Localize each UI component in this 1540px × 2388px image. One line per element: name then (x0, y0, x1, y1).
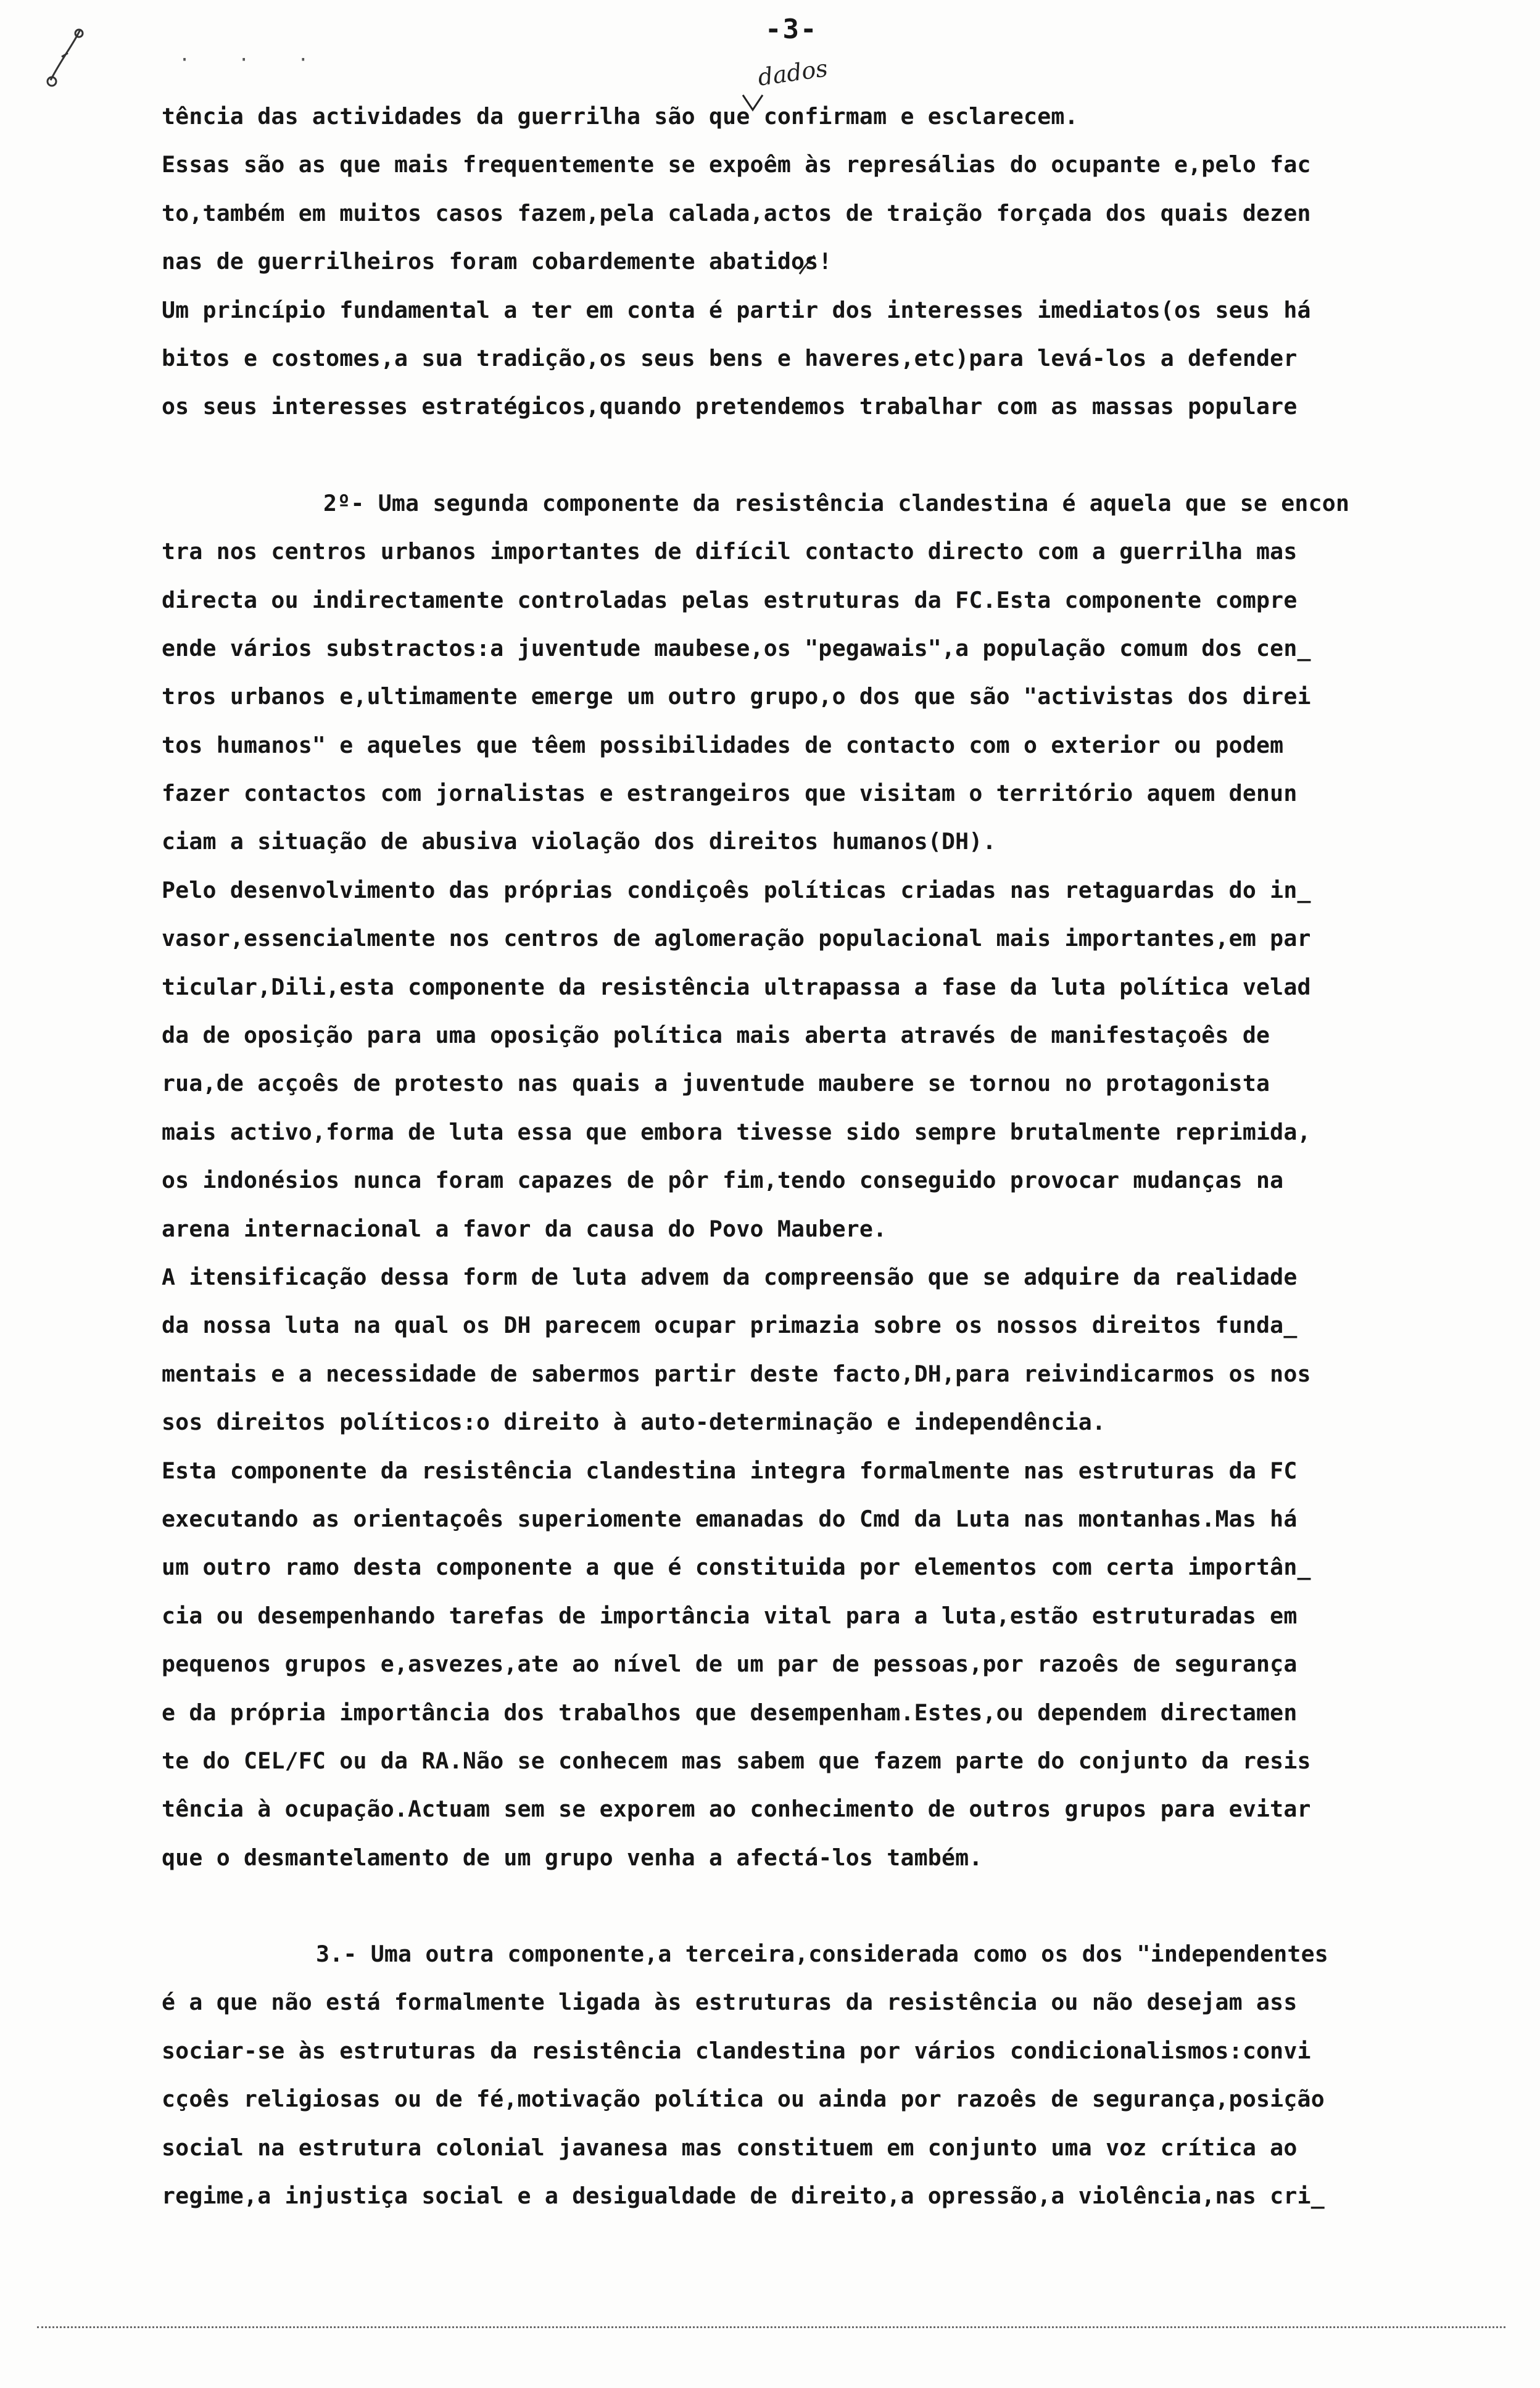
text-line: é a que não está formalmente ligada às estruturas da resistência ou não desejam ass (162, 1989, 1298, 2016)
text-line: Pelo desenvolvimento das próprias condiçoês políticas criadas nas retaguardas do in_ (162, 876, 1311, 903)
text-line: tência das actividades da guerrilha são que confirmam e esclarecem. (162, 103, 1078, 130)
text-line: fazer contactos com jornalistas e estrangeiros que visitam o território aquem denun (162, 780, 1298, 807)
pen-mark-icon (37, 25, 93, 93)
text-line: A itensificação dessa form de luta advem da compreensão que se adquire da realidade (162, 1263, 1298, 1290)
text-line: Um princípio fundamental a ter em conta é partir dos interesses imediatos(os seus há (162, 296, 1311, 323)
paragraph-gap (162, 1882, 1445, 1930)
text-line: rua,de acçoês de protesto nas quais a juventude maubere se tornou no protagonista (162, 1070, 1270, 1097)
text-line: pequenos grupos e,asvezes,ate ao nível de um par de pessoas,por razoês de segurança (162, 1651, 1298, 1678)
text-line: 2º- Uma segunda componente da resistência clandestina é aquela que se encon (323, 489, 1350, 516)
text-line: vasor,essencialmente nos centros de aglomeração populacional mais importantes,em par (162, 925, 1311, 952)
text-line: um outro ramo desta componente a que é constituida por elementos com certa importân_ (162, 1554, 1311, 1581)
text-line: cia ou desempenhando tarefas de importância vital para a luta,estão estruturadas em (162, 1602, 1298, 1629)
text-line: cçoês religiosas ou de fé,motivação política ou ainda por razoês de segurança,posição (162, 2086, 1325, 2113)
text-line: bitos e costomes,a sua tradição,os seus bens e haveres,etc)para levá-los a defender (162, 344, 1298, 371)
scan-specks: · · · (179, 49, 328, 71)
text-line: nas de guerrilheiros foram cobardemente abatidos! (162, 248, 832, 275)
text-line: da nossa luta na qual os DH parecem ocupar primazia sobre os nossos direitos funda_ (162, 1312, 1298, 1339)
text-line: mentais e a necessidade de sabermos partir deste facto,DH,para reivindicarmos os nos (162, 1360, 1311, 1387)
text-line: da de oposição para uma oposição política mais aberta através de manifestaçoês de (162, 1022, 1270, 1049)
text-line: ciam a situação de abusiva violação dos direitos humanos(DH). (162, 828, 996, 855)
text-line: Esta componente da resistência clandestina integra formalmente nas estruturas da FC (162, 1457, 1298, 1484)
text-line: arena internacional a favor da causa do Povo Maubere. (162, 1215, 887, 1242)
text-line: que o desmantelamento de um grupo venha a afectá-los também. (162, 1844, 983, 1871)
text-line: ticular,Dili,esta componente da resistência ultrapassa a fase da luta política velad (162, 973, 1311, 1000)
page-number: -3- (765, 14, 818, 45)
text-line: directa ou indirectamente controladas pelas estruturas da FC.Esta componente compre (162, 586, 1298, 613)
text-line: 3.- Uma outra componente,a terceira,considerada como os dos "independentes (316, 1941, 1328, 1968)
text-line: to,também em muitos casos fazem,pela calada,actos de traição forçada dos quais dezen (162, 199, 1311, 226)
text-line: e da própria importância dos trabalhos que desempenham.Estes,ou dependem directamen (162, 1699, 1298, 1726)
text-line: sos direitos políticos:o direito à auto-determinação e independência. (162, 1409, 1106, 1436)
text-line: social na estrutura colonial javanesa mas constituem em conjunto uma voz crítica ao (162, 2134, 1298, 2161)
text-line: mais activo,forma de luta essa que embora tivesse sido sempre brutalmente reprimida, (162, 1118, 1311, 1145)
text-line: os indonésios nunca foram capazes de pôr fim,tendo conseguido provocar mudanças na (162, 1167, 1284, 1194)
text-line: tos humanos" e aqueles que têem possibilidades de contacto com o exterior ou podem (162, 731, 1284, 758)
text-line: sociar-se às estruturas da resistência clandestina por vários condicionalismos:convi (162, 2037, 1311, 2064)
text-line: te do CEL/FC ou da RA.Não se conhecem mas sabem que fazem parte do conjunto da resis (162, 1747, 1311, 1774)
document-body (162, 93, 1445, 2220)
text-line: os seus interesses estratégicos,quando pretendemos trabalhar com as massas populare (162, 393, 1298, 420)
text-line: executando as orientaçoês superiomente emanadas do Cmd da Luta nas montanhas.Mas há (162, 1505, 1298, 1532)
text-line: tra nos centros urbanos importantes de difícil contacto directo com a guerrilha mas (162, 538, 1298, 565)
handwritten-annotation: dados (756, 54, 830, 91)
text-line: tência à ocupação.Actuam sem se exporem ao conhecimento de outros grupos para evitar (162, 1796, 1311, 1823)
page-bottom-rule (37, 2326, 1505, 2328)
text-line: tros urbanos e,ultimamente emerge um outro grupo,o dos que são "activistas dos direi (162, 683, 1311, 710)
text-line: Essas são as que mais frequentemente se expoêm às represálias do ocupante e,pelo fac (162, 151, 1311, 178)
text-line: regime,a injustiça social e a desigualdade de direito,a opressão,a violência,nas cri_ (162, 2183, 1325, 2210)
text-line: ende vários substractos:a juventude maubese,os "pegawais",a população comum dos cen_ (162, 634, 1311, 661)
paragraph-gap (162, 431, 1445, 479)
